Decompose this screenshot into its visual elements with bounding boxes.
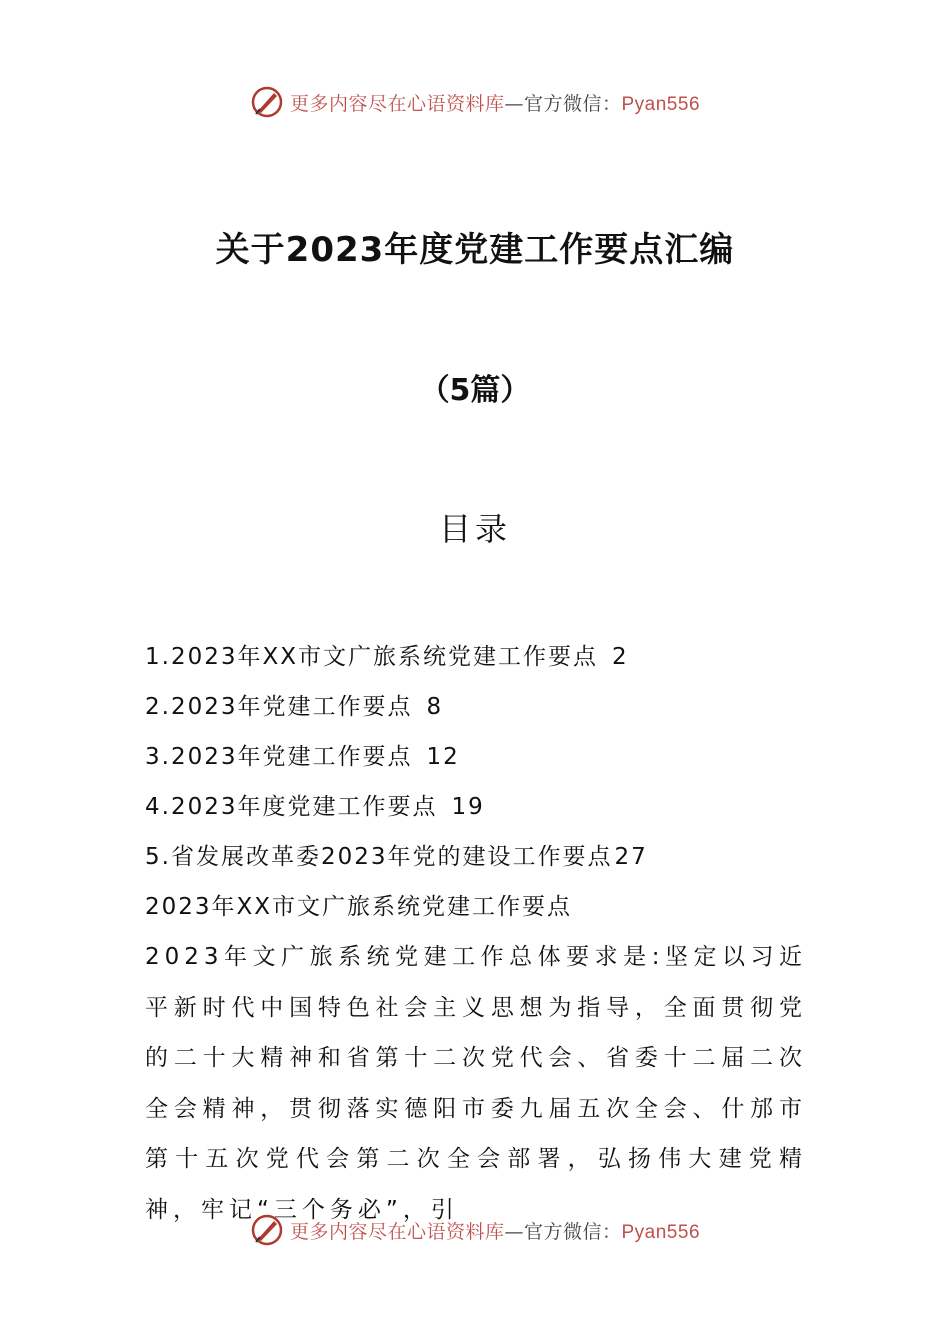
watermark-text: 更多内容尽在心语资料库—官方微信：Pyan556 <box>289 92 701 115</box>
watermark-text: 更多内容尽在心语资料库—官方微信：Pyan556 <box>289 1220 701 1243</box>
toc-page-number: 19 <box>451 794 485 820</box>
toc-heading: 目录 <box>438 510 511 548</box>
document-title: 关于2023年度党建工作要点汇编 <box>215 230 735 270</box>
body-paragraph: 2023年文广旅系统党建工作总体要求是:坚定以习近平新时代中国特色社会主义思想为指导，全面贯彻党的二十大精神和省第十二次党代会、省委十二届二次全会精神，贯彻落实德阳市委九届五次全会、什邡市第十五次党代会第二次全会部署，弘扬伟大建党精神，牢记“三个务必”，引 <box>145 944 807 1223</box>
toc-item[interactable]: 3.2023年党建工作要点 12 <box>145 744 460 770</box>
document-subtitle: （5篇） <box>419 373 531 408</box>
table-of-contents <box>145 632 805 882</box>
toc-page-number: 12 <box>426 744 460 770</box>
quill-logo-icon <box>250 1213 284 1247</box>
section-title: 2023年XX市文广旅系统党建工作要点 <box>145 894 573 920</box>
toc-item[interactable]: 5.省发展改革委2023年党的建设工作要点27 <box>145 844 648 870</box>
watermark-banner-top <box>0 82 950 122</box>
quill-logo-icon <box>250 85 284 119</box>
toc-item[interactable]: 2.2023年党建工作要点 8 <box>145 694 444 720</box>
watermark-banner-bottom <box>0 1210 950 1250</box>
toc-item[interactable]: 1.2023年XX市文广旅系统党建工作要点 2 <box>145 644 629 670</box>
toc-page-number: 2 <box>612 644 629 670</box>
toc-page-number: 27 <box>614 844 648 870</box>
toc-item[interactable]: 4.2023年度党建工作要点 19 <box>145 794 485 820</box>
toc-page-number: 8 <box>426 694 444 720</box>
